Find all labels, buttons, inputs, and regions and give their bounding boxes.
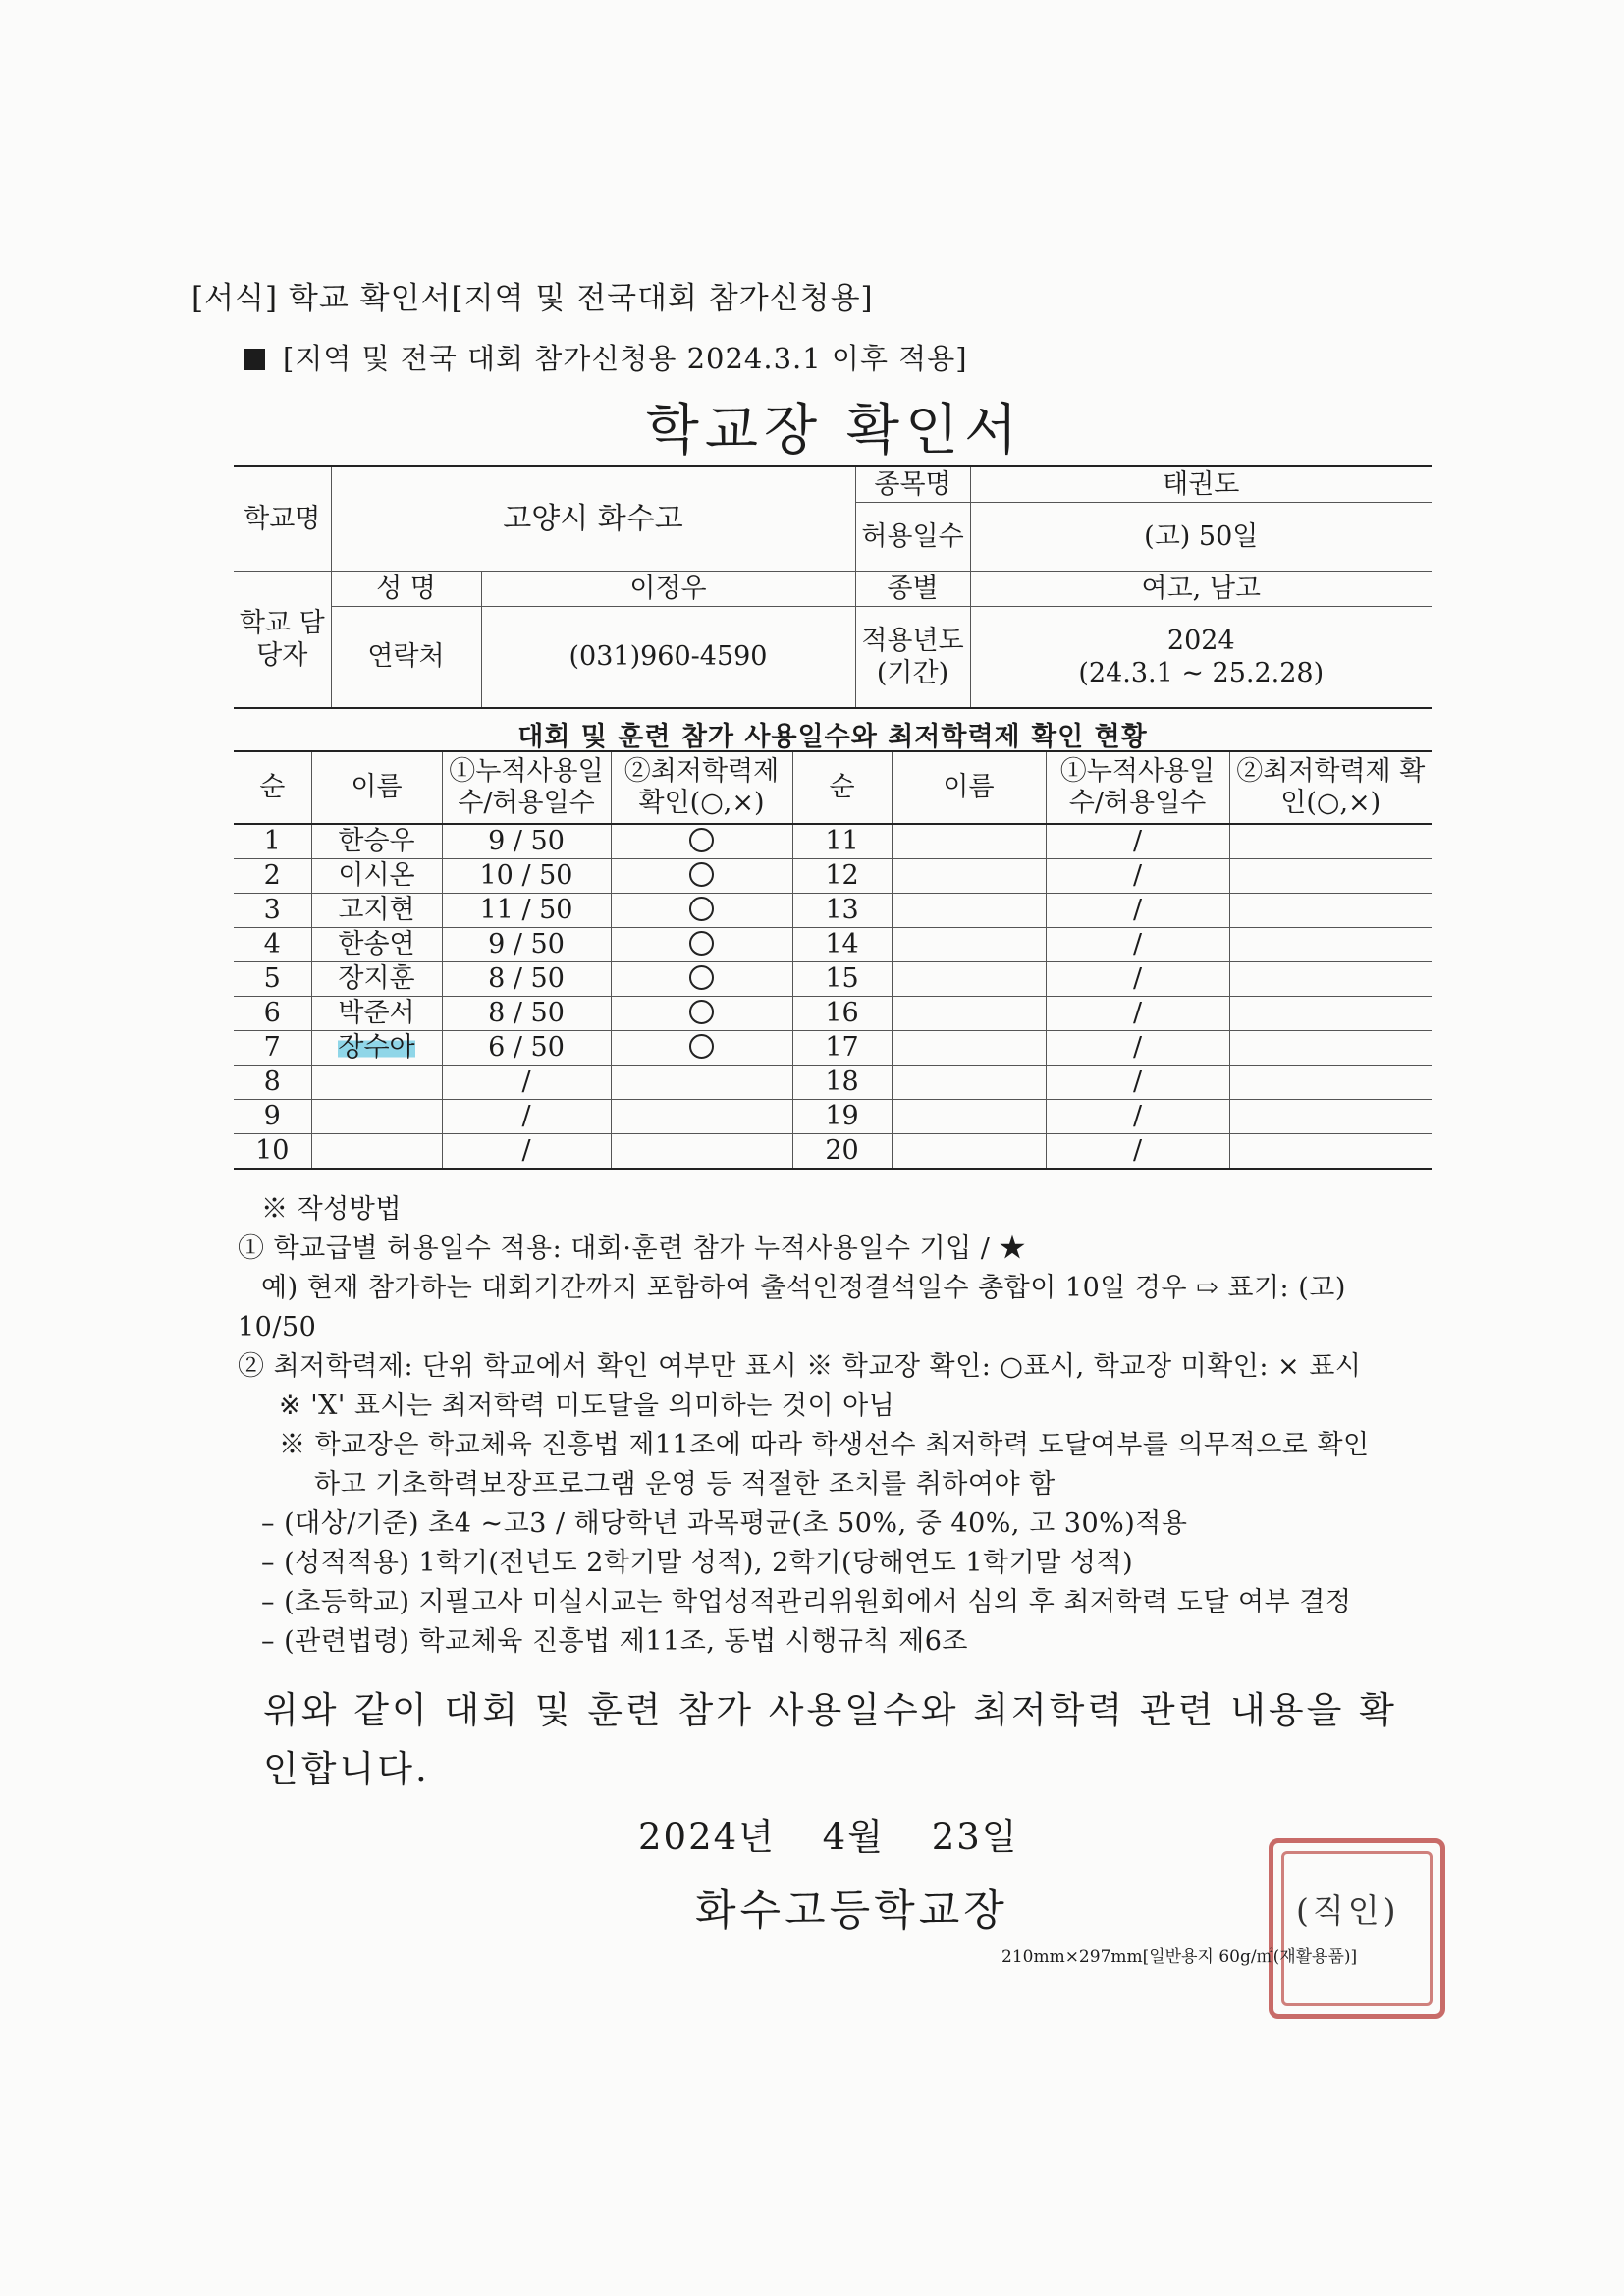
table-row: [234, 859, 1432, 894]
row-no: 9: [234, 1100, 311, 1134]
row-check-right: [1229, 1100, 1432, 1134]
row-no: 5: [234, 962, 311, 997]
sport-value: 태권도: [970, 466, 1432, 502]
contact-value: (031)960-4590: [481, 606, 855, 708]
row-check-right: [1229, 824, 1432, 859]
row-no: 4: [234, 928, 311, 962]
row-days-right: /: [1046, 928, 1229, 962]
allowed-days-value: (고) 50일: [970, 502, 1432, 571]
note-line: ② 최저학력제: 단위 학교에서 확인 여부만 표시 ※ 학교장 확인: ○표시, 학교장 미확인: × 표시: [238, 1351, 1362, 1382]
table-row: [234, 1066, 1432, 1100]
circle-check-icon: [689, 1034, 714, 1059]
row-name: 장지훈: [311, 962, 442, 997]
header-check-right: ②최저학력제 확인(○,×): [1229, 751, 1432, 824]
row-check: [611, 1031, 792, 1066]
category-label: 종별: [855, 571, 970, 606]
staff-label: 학교 담당자: [234, 571, 331, 708]
form-label: [서식] 학교 확인서[지역 및 전국대회 참가신청용]: [191, 281, 874, 316]
row-name: 한송연: [311, 928, 442, 962]
circle-check-icon: [689, 931, 714, 956]
row-days: 8 / 50: [442, 997, 611, 1031]
confirmation-text: 위와 같이 대회 및 훈련 참가 사용일수와 최저학력 관련 내용을 확인합니다.: [263, 1689, 1397, 1790]
circle-check-icon: [689, 1000, 714, 1024]
row-no: 6: [234, 997, 311, 1031]
row-days-right: /: [1046, 962, 1229, 997]
row-no-right: 19: [792, 1100, 892, 1134]
row-days-right: /: [1046, 1100, 1229, 1134]
note-line: – (초등학교) 지필고사 미실시교는 학업성적관리위원회에서 심의 후 최저학력 도달 여부 결정: [261, 1587, 1352, 1617]
row-check: [611, 997, 792, 1031]
row-name-right: [892, 928, 1046, 962]
row-name: [311, 1066, 442, 1100]
row-days: 11 / 50: [442, 894, 611, 928]
row-days: /: [442, 1100, 611, 1134]
row-name-right: [892, 997, 1046, 1031]
table-row: [234, 1134, 1432, 1170]
row-no: 2: [234, 859, 311, 894]
row-no-right: 16: [792, 997, 892, 1031]
header-days-right: ①누적사용일수/허용일수: [1046, 751, 1229, 824]
table-row: [234, 928, 1432, 962]
row-days-right: /: [1046, 824, 1229, 859]
header-no-right: 순: [792, 751, 892, 824]
circle-check-icon: [689, 862, 714, 887]
row-days: 10 / 50: [442, 859, 611, 894]
row-name-right: [892, 824, 1046, 859]
form-subtitle: [244, 337, 968, 377]
table-row: [234, 894, 1432, 928]
row-check: [611, 928, 792, 962]
row-check: [611, 824, 792, 859]
note-line: ※ 'X' 표시는 최저학력 미도달을 의미하는 것이 아님: [279, 1391, 895, 1421]
table-row: [234, 962, 1432, 997]
document-title: 학교장 확인서: [645, 399, 1024, 463]
row-name-right: [892, 1134, 1046, 1170]
row-check: [611, 859, 792, 894]
note-line: – (대상/기준) 초4 ~고3 / 해당학년 과목평균(초 50%, 중 40%, 고 30%)적용: [261, 1508, 1188, 1539]
row-days-right: /: [1046, 1066, 1229, 1100]
header-check: ②최저학력제 확인(○,×): [611, 751, 792, 824]
note-line: 10/50: [238, 1312, 317, 1342]
row-name-right: [892, 894, 1046, 928]
row-no-right: 11: [792, 824, 892, 859]
note-line: 하고 기초학력보장프로그램 운영 등 적절한 조치를 취하여야 함: [314, 1469, 1056, 1500]
note-line: ① 학교급별 허용일수 적용: 대회·훈련 참가 누적사용일수 기입 / ★: [238, 1233, 1026, 1264]
sport-label: 종목명: [855, 466, 970, 502]
row-no-right: 12: [792, 859, 892, 894]
row-no: 3: [234, 894, 311, 928]
row-no-right: 15: [792, 962, 892, 997]
row-days: 6 / 50: [442, 1031, 611, 1066]
row-days: 9 / 50: [442, 928, 611, 962]
row-check: [611, 1100, 792, 1134]
row-name-right: [892, 1031, 1046, 1066]
principal-title: 화수고등학교장: [695, 1886, 1008, 1936]
row-days-right: /: [1046, 1031, 1229, 1066]
row-name-right: [892, 1066, 1046, 1100]
note-line: ※ 학교장은 학교체육 진흥법 제11조에 따라 학생선수 최저학력 도달여부를 의무적으로 확인: [279, 1430, 1370, 1460]
year-value: 2024: [1166, 625, 1235, 656]
row-days-right: /: [1046, 1134, 1229, 1170]
row-check: [611, 1134, 792, 1170]
header-name: 이름: [311, 751, 442, 824]
row-no-right: 13: [792, 894, 892, 928]
row-check-right: [1229, 859, 1432, 894]
circle-check-icon: [689, 965, 714, 990]
paper-spec: 210mm×297mm[일반용지 60g/㎡(재활용품)]: [1001, 1947, 1358, 1967]
row-days: /: [442, 1066, 611, 1100]
period-value: (24.3.1 ~ 25.2.28): [1078, 657, 1325, 688]
athlete-status-table: [234, 750, 1432, 1170]
row-no-right: 20: [792, 1134, 892, 1170]
note-line: 예) 현재 참가하는 대회기간까지 포함하여 출석인정결석일수 총합이 10일 경우 ⇨ 표기: (고): [261, 1273, 1346, 1303]
row-check-right: [1229, 894, 1432, 928]
category-value: 여고, 남고: [970, 571, 1432, 606]
row-check-right: [1229, 1031, 1432, 1066]
row-no-right: 18: [792, 1066, 892, 1100]
form-subtitle-text: [지역 및 전국 대회 참가신청용 2024.3.1 이후 적용]: [283, 342, 968, 375]
highlighted-name: 장수아: [338, 1032, 415, 1063]
name-label: 성 명: [331, 571, 481, 606]
table-row: [234, 997, 1432, 1031]
notes-heading: ※ 작성방법: [261, 1194, 402, 1225]
row-check: [611, 962, 792, 997]
school-info-table: [234, 465, 1432, 709]
header-name-right: 이름: [892, 751, 1046, 824]
allowed-days-label: 허용일수: [855, 502, 970, 571]
row-name-right: [892, 1100, 1046, 1134]
row-name: 고지현: [311, 894, 442, 928]
circle-check-icon: [689, 897, 714, 921]
year-cell: [970, 606, 1432, 708]
note-line: – (성적적용) 1학기(전년도 2학기말 성적), 2학기(당해연도 1학기말 성적): [261, 1548, 1134, 1578]
row-days: 9 / 50: [442, 824, 611, 859]
row-days-right: /: [1046, 859, 1229, 894]
row-check: [611, 894, 792, 928]
row-name: 이시온: [311, 859, 442, 894]
row-no-right: 14: [792, 928, 892, 962]
row-days: /: [442, 1134, 611, 1170]
row-name: [311, 1134, 442, 1170]
school-label: 학교명: [234, 466, 331, 571]
seal-mark: (직인): [1296, 1891, 1400, 1930]
instructions: [238, 1190, 1445, 1662]
table-row: [234, 824, 1432, 859]
row-check-right: [1229, 1066, 1432, 1100]
row-name: 박준서: [311, 997, 442, 1031]
row-check-right: [1229, 1134, 1432, 1170]
row-days-right: /: [1046, 894, 1229, 928]
row-check-right: [1229, 928, 1432, 962]
row-name-right: [892, 962, 1046, 997]
status-title: 대회 및 훈련 참가 사용일수와 최저학력제 확인 현황: [517, 722, 1148, 752]
table-row: [234, 1031, 1432, 1066]
row-check-right: [1229, 962, 1432, 997]
row-no-right: 17: [792, 1031, 892, 1066]
note-line: – (관련법령) 학교체육 진흥법 제11조, 동법 시행규칙 제6조: [261, 1626, 968, 1657]
row-no: 8: [234, 1066, 311, 1100]
school-value: 고양시 화수고: [331, 466, 855, 571]
row-check-right: [1229, 997, 1432, 1031]
contact-label: 연락처: [331, 606, 481, 708]
issue-date: 2024년 4월 23일: [638, 1816, 1019, 1858]
row-check: [611, 1066, 792, 1100]
table-row: [234, 1100, 1432, 1134]
year-label: 적용년도 (기간): [855, 606, 970, 708]
row-name: [311, 1100, 442, 1134]
name-value: 이정우: [481, 571, 855, 606]
row-name: [311, 1031, 442, 1066]
row-days-right: /: [1046, 997, 1229, 1031]
row-name-right: [892, 859, 1046, 894]
header-days: ①누적사용일수/허용일수: [442, 751, 611, 824]
row-name: 한승우: [311, 824, 442, 859]
square-bullet-icon: [244, 349, 265, 370]
row-no: 10: [234, 1134, 311, 1170]
row-no: 1: [234, 824, 311, 859]
row-days: 8 / 50: [442, 962, 611, 997]
header-no: 순: [234, 751, 311, 824]
circle-check-icon: [689, 828, 714, 852]
row-no: 7: [234, 1031, 311, 1066]
